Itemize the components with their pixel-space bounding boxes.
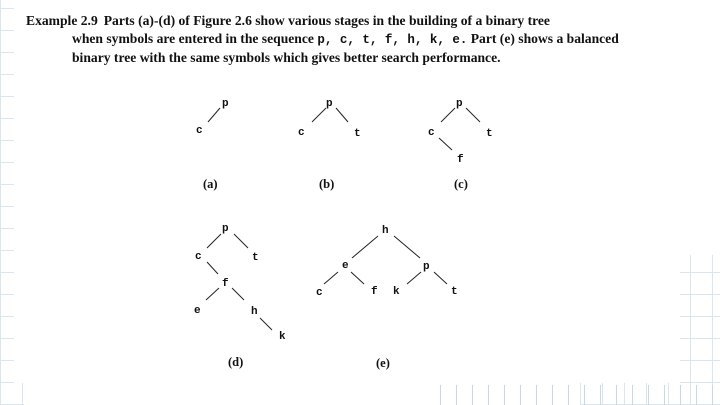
node-p: p <box>423 261 430 273</box>
node-c: c <box>196 125 203 137</box>
edge <box>207 234 221 248</box>
edge <box>439 138 452 150</box>
edge <box>434 272 447 284</box>
tree-d <box>194 223 286 369</box>
node-c: c <box>428 127 435 139</box>
paragraph-line-2-prefix: when symbols are entered in the sequence <box>72 31 318 46</box>
edge <box>260 318 272 330</box>
edge <box>352 236 378 258</box>
node-p: p <box>326 98 333 110</box>
paragraph-line-3: binary tree with the same symbols which gives better search performance. <box>72 50 501 65</box>
node-e: e <box>194 305 201 317</box>
edge <box>441 108 455 122</box>
paragraph-line-1-text: Parts (a)-(d) of Figure 2.6 show various stages in the building of a binary tree <box>103 13 550 28</box>
node-t: t <box>486 128 493 140</box>
page <box>14 0 680 383</box>
node-h: h <box>251 306 258 318</box>
example-heading: Example 2.9 <box>26 13 98 28</box>
node-c: c <box>316 287 323 299</box>
symbol-sequence: p, c, t, f, h, k, e. <box>317 33 468 47</box>
node-k: k <box>279 331 286 343</box>
tree-b <box>298 98 361 191</box>
node-t: t <box>252 252 259 264</box>
edge <box>336 108 348 122</box>
node-t: t <box>451 286 458 298</box>
node-c: c <box>298 127 305 139</box>
edge <box>407 272 421 284</box>
node-k: k <box>393 286 400 298</box>
tree-a <box>196 98 229 191</box>
edge <box>234 234 248 248</box>
edge <box>351 272 364 284</box>
edge <box>324 272 338 284</box>
caption-e: (e) <box>376 356 390 370</box>
paragraph-line-2-suffix: Part (e) shows a balanced <box>467 31 619 46</box>
caption-c: (c) <box>454 177 468 191</box>
node-e: e <box>342 260 349 272</box>
edge <box>466 108 480 122</box>
node-p: p <box>456 98 463 110</box>
node-t: t <box>354 128 361 140</box>
node-h: h <box>382 225 389 237</box>
tree-e <box>316 225 458 370</box>
node-p: p <box>222 98 229 110</box>
edge <box>207 262 218 274</box>
edge <box>312 108 326 122</box>
edge <box>206 288 219 300</box>
edge <box>394 236 420 258</box>
caption-a: (a) <box>203 177 218 191</box>
node-p: p <box>222 223 229 235</box>
caption-d: (d) <box>228 355 244 369</box>
node-f: f <box>457 154 464 166</box>
edge <box>208 108 220 122</box>
node-f: f <box>371 286 378 298</box>
background-grid-bottom <box>440 385 720 405</box>
node-c: c <box>195 251 202 263</box>
binary-tree-figure <box>14 0 680 383</box>
caption-b: (b) <box>319 177 335 191</box>
edge <box>232 288 244 300</box>
node-f: f <box>222 278 229 290</box>
tree-c <box>428 98 493 191</box>
